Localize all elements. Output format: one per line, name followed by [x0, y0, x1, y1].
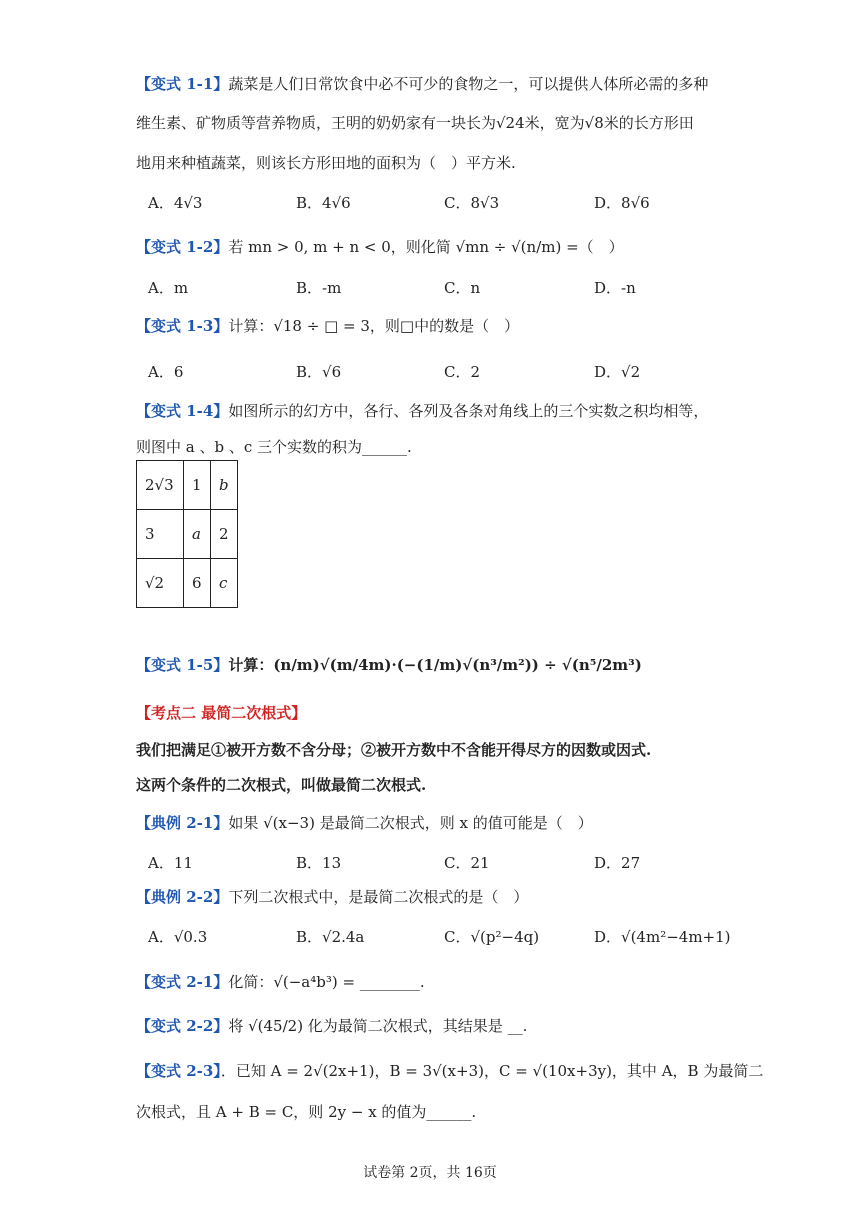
question-tag: 【变式 1-1】 — [136, 75, 229, 93]
definition-line2: 这两个条件的二次根式，叫做最简二次根式. — [136, 776, 427, 794]
grid-cell: 2√3 — [137, 461, 184, 510]
variant-2-3-line1: 【变式 2-3】．已知 A = 2√(2x+1)，B = 3√(x+3)，C = √(10x+3y)，其中 A，B 为最简二 — [136, 1062, 764, 1080]
option-c: C．2 — [444, 363, 481, 381]
question-tag: 【典例 2-2】 — [136, 888, 229, 906]
option-b: B．13 — [296, 854, 342, 872]
example-2-2: 【典例 2-2】下列二次根式中，是最简二次根式的是（ ） — [136, 888, 529, 906]
question-tag: 【变式 2-2】 — [136, 1017, 229, 1035]
option-a: A．11 — [148, 854, 193, 872]
question-tag: 【变式 2-3】 — [136, 1062, 221, 1080]
option-d: D．8√6 — [594, 194, 650, 212]
question-1-1-line3: 地用来种植蔬菜，则该长方形田地的面积为（ ）平方米. — [136, 154, 516, 172]
variant-2-3-line2: 次根式，且 A + B = C，则 2y − x 的值为______. — [136, 1103, 477, 1121]
option-b: B．√2.4a — [296, 928, 365, 946]
table-row — [137, 510, 238, 559]
table-row — [137, 559, 238, 608]
option-c: C．n — [444, 279, 481, 297]
question-1-1-line1: 【变式 1-1】蔬菜是人们日常饮食中必不可少的食物之一，可以提供人体所必需的多种 — [136, 75, 709, 93]
option-b: B．√6 — [296, 363, 342, 381]
magic-square — [136, 460, 238, 608]
grid-cell: 1 — [184, 461, 211, 510]
variant-2-1: 【变式 2-1】化简：√(−a⁴b³) = ________. — [136, 973, 425, 991]
grid-cell: 3 — [137, 510, 184, 559]
grid-cell: 2 — [211, 510, 238, 559]
option-a: A．m — [148, 279, 189, 297]
option-d: D．√2 — [594, 363, 641, 381]
option-d: D．√(4m²−4m+1) — [594, 928, 731, 946]
option-b: B．-m — [296, 279, 342, 297]
question-tag: 【典例 2-1】 — [136, 814, 229, 832]
grid-cell: c — [211, 559, 238, 608]
grid-cell: b — [211, 461, 238, 510]
grid-cell: a — [184, 510, 211, 559]
question-1-2: 【变式 1-2】若 mn > 0, m + n < 0，则化简 √mn ÷ √(n/m) =（ ） — [136, 238, 624, 256]
question-1-1-line2: 维生素、矿物质等营养物质，王明的奶奶家有一块长为√24米，宽为√8米的长方形田 — [136, 114, 694, 132]
grid-cell: 6 — [184, 559, 211, 608]
question-tag: 【变式 2-1】 — [136, 973, 229, 991]
page-footer: 试卷第 2页，共 16页 — [363, 1165, 497, 1181]
example-2-1: 【典例 2-1】如果 √(x−3) 是最简二次根式，则 x 的值可能是（ ） — [136, 814, 593, 832]
grid-cell: √2 — [137, 559, 184, 608]
option-d: D．-n — [594, 279, 636, 297]
section-title: 【考点二 最简二次根式】 — [136, 704, 307, 722]
option-b: B．4√6 — [296, 194, 351, 212]
option-c: C．√(p²−4q) — [444, 928, 540, 946]
option-a: A．6 — [148, 363, 184, 381]
question-1-4-line1: 【变式 1-4】如图所示的幻方中，各行、各列及各条对角线上的三个实数之积均相等， — [136, 402, 709, 420]
question-1-4-line2: 则图中 a 、b 、c 三个实数的积为______. — [136, 438, 412, 456]
question-1-3: 【变式 1-3】计算：√18 ÷ □ = 3，则□中的数是（ ） — [136, 317, 520, 335]
definition-line1: 我们把满足①被开方数不含分母；②被开方数中不含能开得尽方的因数或因式. — [136, 741, 652, 759]
option-d: D．27 — [594, 854, 641, 872]
question-tag: 【变式 1-4】 — [136, 402, 229, 420]
question-tag: 【变式 1-5】 — [136, 656, 229, 674]
variant-2-2: 【变式 2-2】将 √(45/2) 化为最简二次根式，其结果是 __. — [136, 1017, 528, 1035]
option-a: A．√0.3 — [148, 928, 208, 946]
question-1-5: 【变式 1-5】计算：(n/m)√(m/4m)·(−(1/m)√(n³/m²)) ÷ √(n⁵/2m³) — [136, 656, 642, 674]
option-c: C．21 — [444, 854, 490, 872]
question-tag: 【变式 1-2】 — [136, 238, 229, 256]
table-row — [137, 461, 238, 510]
option-a: A．4√3 — [148, 194, 203, 212]
option-c: C．8√3 — [444, 194, 500, 212]
question-tag: 【变式 1-3】 — [136, 317, 229, 335]
